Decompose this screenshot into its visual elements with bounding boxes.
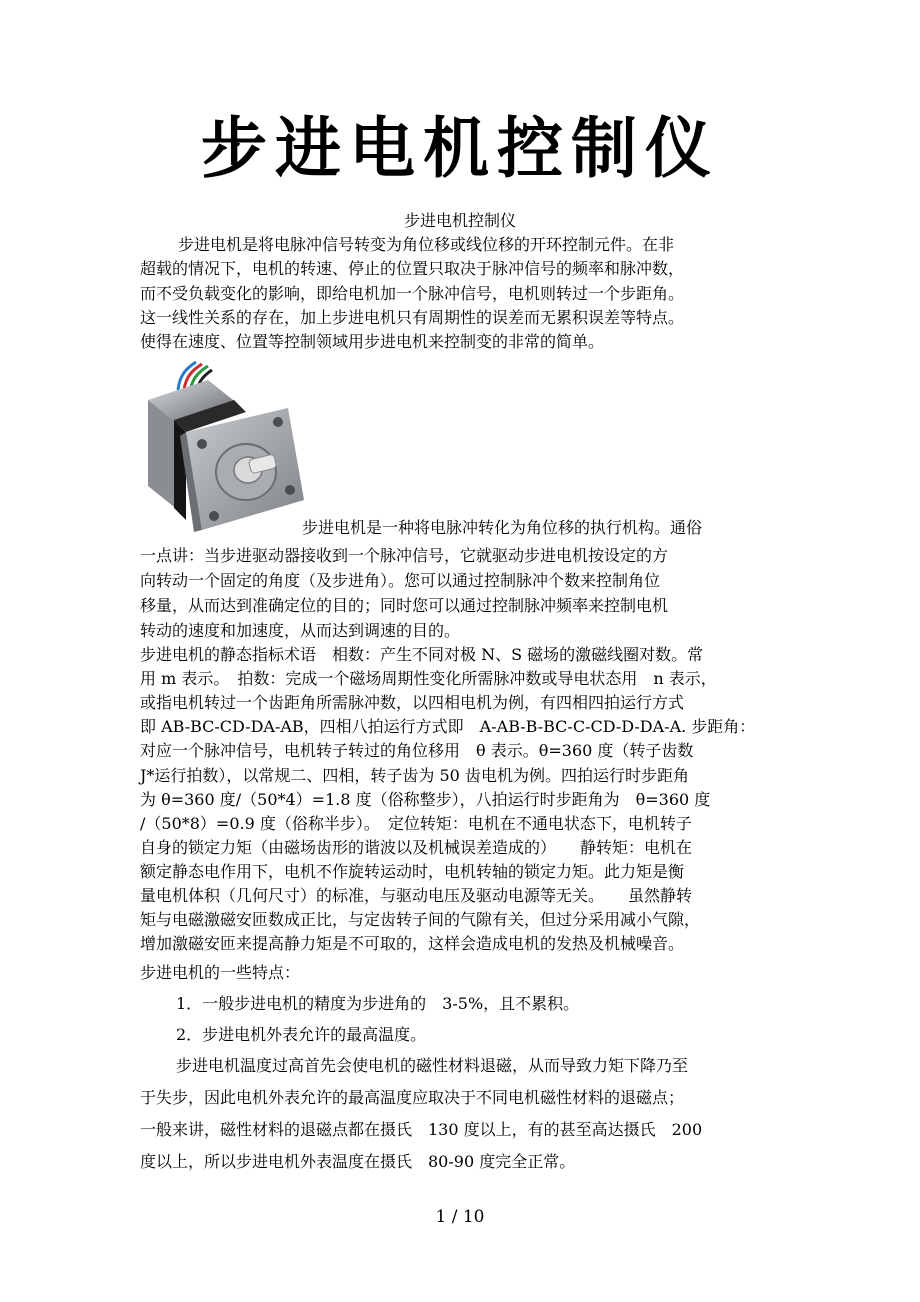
paragraph-line: 步进电机温度过高首先会使电机的磁性材料退磁，从而导致力矩下降乃至 [176,1056,689,1075]
paragraph-line: 自身的锁定力矩（由磁场齿形的谐波以及机械误差造成的） 静转矩：电机在 [140,838,693,857]
paragraph-line: 移量，从而达到准确定位的目的；同时您可以通过控制脉冲频率来控制电机 [140,596,669,615]
paragraph-line: 使得在速度、位置等控制领域用步进电机来控制变的非常的简单。 [140,332,605,351]
paragraph-line: 对应一个脉冲信号，电机转子转过的角位移用 θ 表示。θ=360 度（转子齿数 [140,741,694,760]
paragraph-line: 即 AB-BC-CD-DA-AB，四相八拍运行方式即 A-AB-B-BC-C-CD-D-DA-A. 步距角： [140,717,756,736]
paragraph-line: 步进电机的静态指标术语 相数：产生不同对极 N、S 磁场的激磁线圈对数。常 [140,645,704,664]
paragraph-line: 于失步，因此电机外表允许的最高温度应取决于不同电机磁性材料的退磁点； [140,1088,685,1107]
paragraph-line: 增加激磁安匝来提高静力矩是不可取的，这样会造成电机的发热及机械噪音。 [140,934,685,953]
paragraph-line: 向转动一个固定的角度（及步进角）。您可以通过控制脉冲个数来控制角位 [140,571,661,590]
paragraph-line: 矩与电磁激磁安匝数成正比，与定齿转子间的气隙有关，但过分采用减小气隙， [140,910,701,929]
stepper-motor-image [138,360,308,535]
section-heading: 步进电机的一些特点： [140,963,301,982]
paragraph-line: 为 θ=360 度/（50*4）=1.8 度（俗称整步），八拍运行时步距角为 θ=360 度 [140,790,711,809]
document-title: 步进电机控制仪 [201,109,719,187]
paragraph-line: 用 m 表示。 拍数：完成一个磁场周期性变化所需脉冲数或导电状态用 n 表示， [140,669,717,688]
paragraph-line: 额定静态电作用下，电机不作旋转运动时，电机转轴的锁定力矩。此力矩是衡 [140,862,685,881]
list-item: 2．步进电机外表允许的最高温度。 [176,1025,427,1044]
paragraph-line: 这一线性关系的存在，加上步进电机只有周期性的误差而无累积误差等特点。 [140,308,685,327]
paragraph-line: 步进电机是将电脉冲信号转变为角位移或线位移的开环控制元件。在非 [178,235,675,254]
document-subtitle: 步进电机控制仪 [403,211,516,230]
paragraph-line: J*运行拍数），以常规二、四相，转子齿为 50 齿电机为例。四拍运行时步距角 [140,766,689,785]
paragraph-line: 一点讲：当步进驱动器接收到一个脉冲信号，它就驱动步进电机按设定的方 [140,546,669,565]
paragraph-line: 而不受负载变化的影响，即给电机加一个脉冲信号，电机则转过一个步距角。 [140,284,685,303]
paragraph-line: 超载的情况下，电机的转速、停止的位置只取决于脉冲信号的频率和脉冲数， [140,259,685,278]
paragraph-line: /（50*8）=0.9 度（俗称半步）。 定位转矩：电机在不通电状态下，电机转子 [140,814,692,833]
paragraph-line: 量电机体积（几何尺寸）的标准，与驱动电压及驱动电源等无关。 虽然静转 [140,886,693,905]
paragraph-line: 一般来讲，磁性材料的退磁点都在摄氏 130 度以上，有的甚至高达摄氏 200 [140,1120,703,1139]
paragraph-line: 步进电机是一种将电脉冲转化为角位移的执行机构。通俗 [302,518,703,537]
page-number: 1 / 10 [435,1207,485,1227]
list-item: 1．一般步进电机的精度为步进角的 3-5%，且不累积。 [176,994,580,1013]
paragraph-line: 或指电机转过一个齿距角所需脉冲数，以四相电机为例，有四相四拍运行方式 [140,693,685,712]
paragraph-line: 度以上，所以步进电机外表温度在摄氏 80-90 度完全正常。 [140,1152,576,1171]
paragraph-line: 转动的速度和加速度，从而达到调速的目的。 [140,621,461,640]
